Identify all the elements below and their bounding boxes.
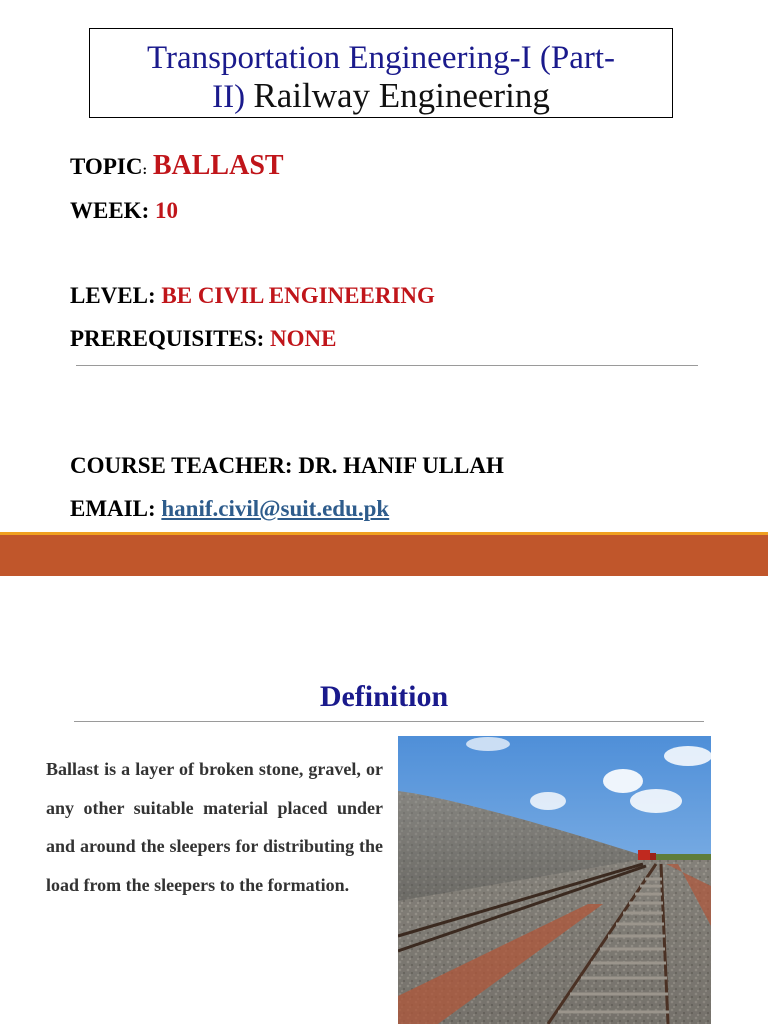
week-value: 10: [154, 198, 178, 223]
level-label: LEVEL:: [70, 283, 156, 308]
heading-divider: [74, 721, 704, 722]
slide-separator-band: [0, 535, 768, 576]
week-label: WEEK:: [70, 198, 150, 223]
divider-line: [76, 365, 698, 366]
email-row: [70, 496, 389, 522]
topic-value: BALLAST: [152, 150, 284, 181]
prerequisites-label: PREREQUISITES:: [70, 326, 265, 351]
prerequisites-value: NONE: [270, 326, 337, 351]
topic-row: [70, 150, 284, 182]
title-part-suffix: II): [212, 79, 246, 115]
email-link[interactable]: hanif.civil@suit.edu.pk: [161, 496, 390, 521]
teacher-label: COURSE TEACHER:: [70, 453, 293, 478]
definition-heading: Definition: [319, 680, 449, 713]
topic-colon: :: [142, 163, 148, 178]
title-line-2: [90, 77, 672, 116]
email-label: EMAIL:: [70, 496, 156, 521]
level-value: BE CIVIL ENGINEERING: [161, 283, 435, 308]
teacher-row: [70, 453, 504, 479]
level-row: [70, 283, 435, 309]
title-box: [89, 28, 673, 118]
title-line-1: Transportation Engineering-I (Part-: [146, 40, 615, 76]
title-subject: Railway Engineering: [253, 76, 550, 115]
railway-ballast-photo: [398, 736, 711, 1024]
slide-definition: [0, 576, 768, 1024]
teacher-value: DR. HANIF ULLAH: [298, 453, 504, 478]
definition-text: Ballast is a layer of broken stone, gravel, or any other suitable material placed under and around the sleepers for distributing the load from the sleepers to the formation.: [46, 759, 383, 895]
topic-label: TOPIC: [70, 154, 143, 179]
week-row: [70, 198, 178, 224]
prerequisites-row: [70, 326, 336, 352]
